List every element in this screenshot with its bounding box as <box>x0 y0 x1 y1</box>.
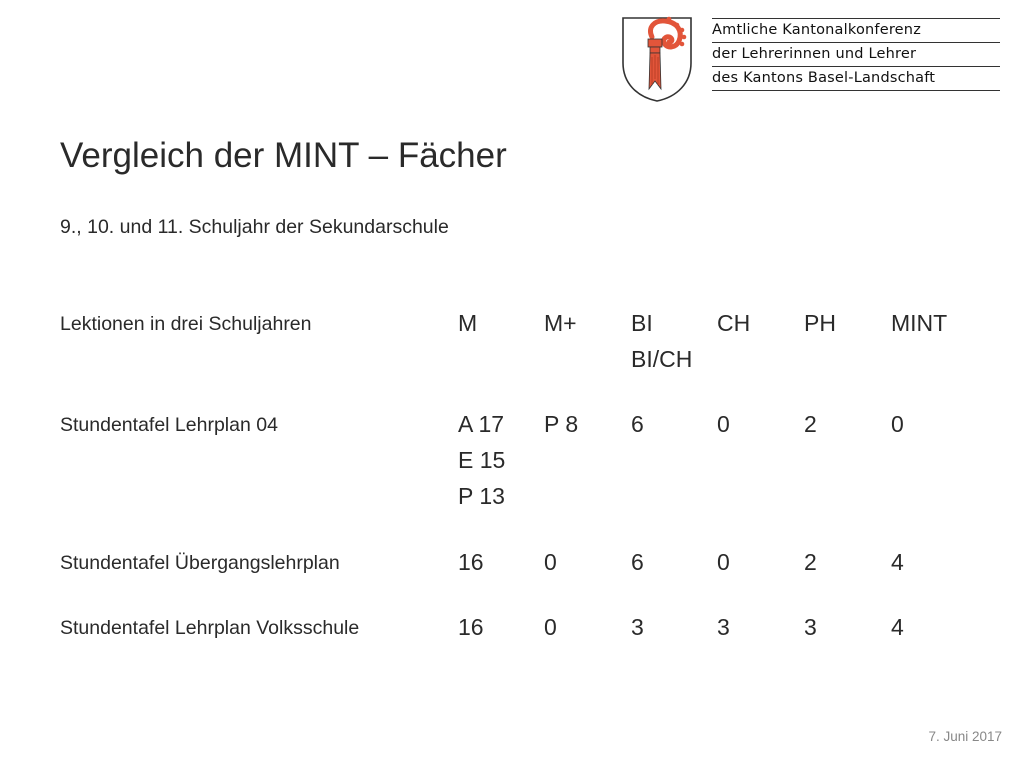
table-cell: 16 <box>458 549 484 575</box>
org-line-1: Amtliche Kantonalkonferenz <box>712 19 1000 43</box>
table-cell: 2 <box>804 411 817 437</box>
row-label: Stundentafel Übergangslehrplan <box>60 552 340 574</box>
row-label: Stundentafel Lehrplan Volksschule <box>60 617 360 639</box>
column-header-m-plus: M+ <box>544 310 577 336</box>
table-cell: 0 <box>717 411 730 437</box>
table-cell: 4 <box>891 549 904 575</box>
table-cell: 3 <box>804 614 817 640</box>
table-header-label: Lektionen in drei Schuljahren <box>60 313 312 335</box>
table-cell: 0 <box>544 549 557 575</box>
table-cell: 3 <box>717 614 730 640</box>
table-cell: 6 <box>631 411 644 437</box>
table-cell: 0 <box>544 614 557 640</box>
column-header-ch: CH <box>717 310 751 336</box>
page-title: Vergleich der MINT – Fächer <box>60 136 507 175</box>
column-header-m: M <box>458 310 478 336</box>
org-line-2: der Lehrerinnen und Lehrer <box>712 43 1000 67</box>
table-cell: 2 <box>804 549 817 575</box>
table-cell: 0 <box>891 411 904 437</box>
row-label: Stundentafel Lehrplan 04 <box>60 414 278 436</box>
column-header-mint: MINT <box>891 310 948 336</box>
org-line-3: des Kantons Basel-Landschaft <box>712 67 1000 91</box>
column-header-ph: PH <box>804 310 836 336</box>
table-cell: 0 <box>717 549 730 575</box>
footer-date: 7. Juni 2017 <box>928 729 1002 744</box>
mint-comparison-table <box>60 0 1024 768</box>
table-cell: A 17 E 15 P 13 <box>458 411 506 509</box>
table-cell: 16 <box>458 614 484 640</box>
table-cell: P 8 <box>544 411 579 437</box>
table-cell: 3 <box>631 614 644 640</box>
table-cell: 6 <box>631 549 644 575</box>
table-cell: 4 <box>891 614 904 640</box>
page-subtitle: 9., 10. und 11. Schuljahr der Sekundarschule <box>60 216 449 238</box>
column-header-bi: BI BI/CH <box>631 310 693 372</box>
